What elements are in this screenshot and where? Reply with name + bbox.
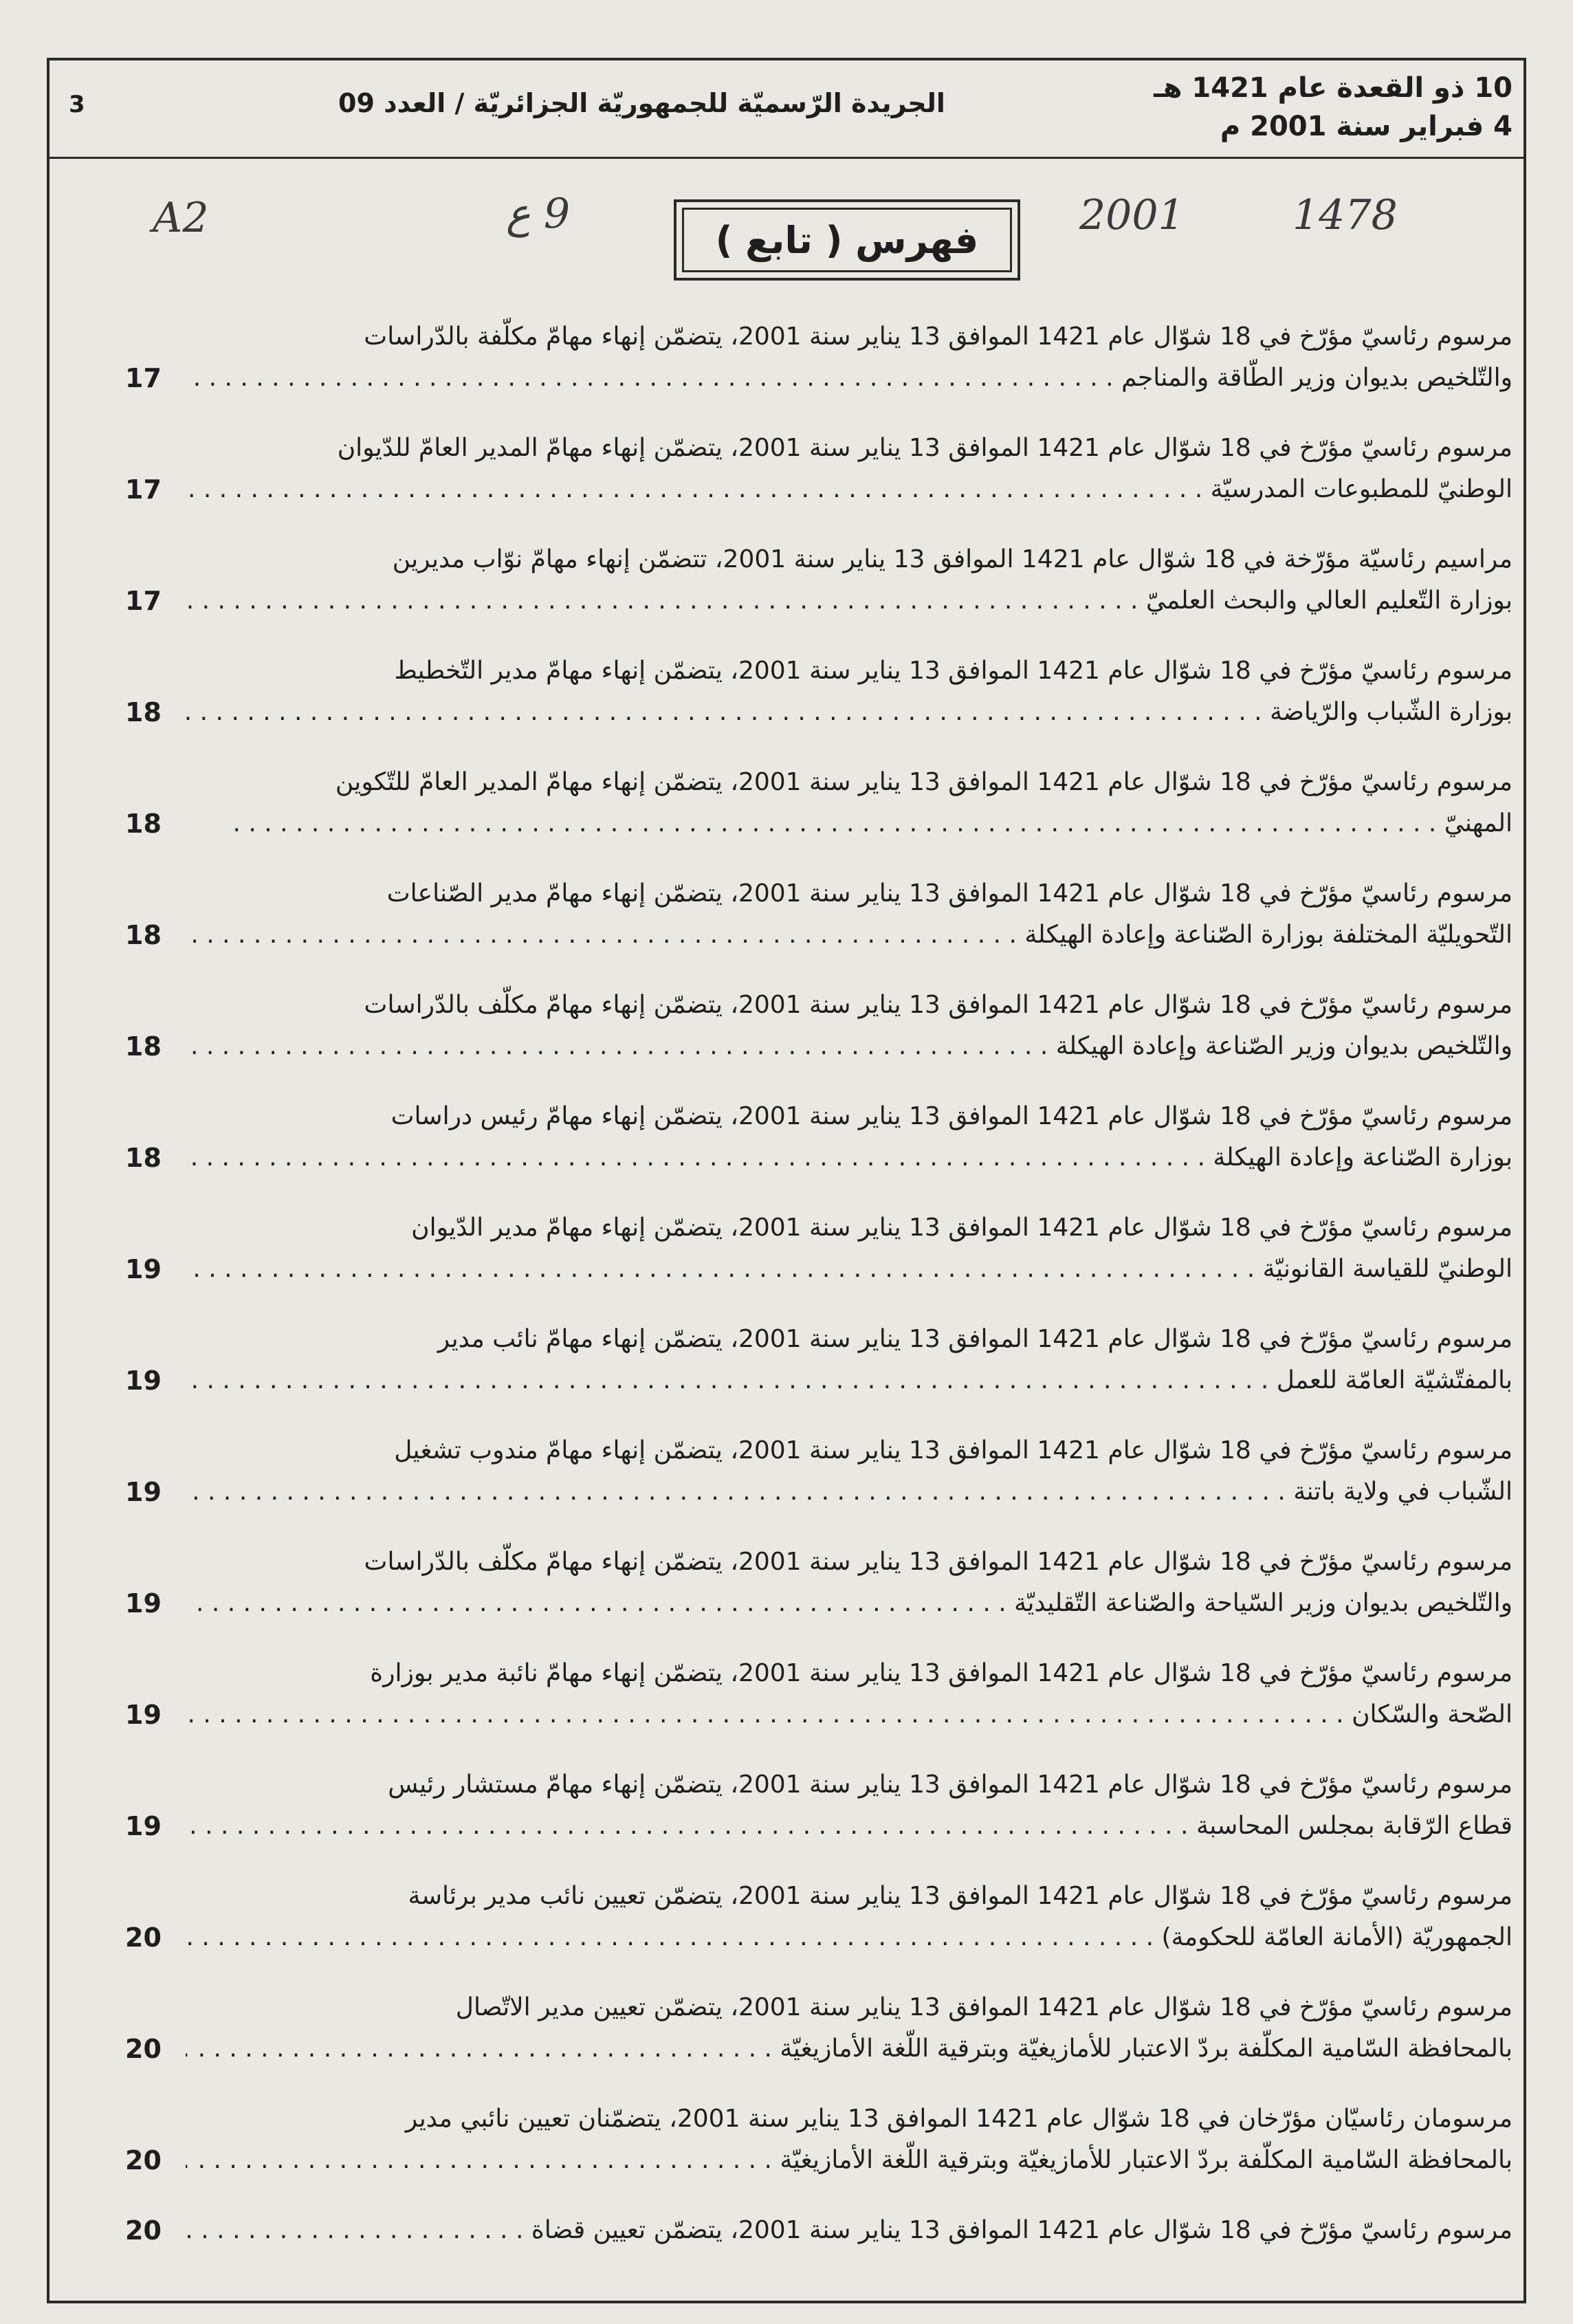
entry-text (186, 2098, 1512, 2181)
entry-page-number: 18 (125, 1143, 162, 1173)
entry-page-number: 20 (125, 2034, 162, 2064)
index-entry (110, 428, 1512, 539)
index-entry (110, 1319, 1512, 1430)
entry-text (186, 539, 1512, 622)
entry-text (186, 2210, 1512, 2251)
entry-line-1: مرسوم رئاسيّ مؤرّخ في 18 شوّال عام 1421 الموافق 13 يناير سنة 2001، يتضمّن إنهاء مهامّ المدير العامّ للدّيوان (337, 434, 1512, 462)
entry-line-1: مرسوم رئاسيّ مؤرّخ في 18 شوّال عام 1421 الموافق 13 يناير سنة 2001، يتضمّن إنهاء مهامّ رئيس دراسات (390, 1102, 1512, 1130)
entry-page-number: 18 (125, 809, 162, 839)
entry-line-1: مرسوم رئاسيّ مؤرّخ في 18 شوّال عام 1421 الموافق 13 يناير سنة 2001، يتضمّن تعيين مدير الاتّصال (455, 1993, 1512, 2021)
entry-line-2: الجمهوريّة (الأمانة العامّة للحكومة) . . . (186, 1917, 1512, 1958)
entry-line-1: مراسيم رئاسيّة مؤرّخة في 18 شوّال عام 1421 الموافق 13 يناير سنة 2001، تتضمّن إنهاء مهامّ نوّاب مديرين (392, 545, 1512, 573)
entry-line-1: مرسوم رئاسيّ مؤرّخ في 18 شوّال عام 1421 الموافق 13 يناير سنة 2001، يتضمّن إنهاء مهامّ مستشار رئيس (388, 1771, 1512, 1799)
entry-text (186, 1207, 1512, 1290)
entry-page-number: 19 (125, 1254, 162, 1284)
journal-title: الجريدة الرّسميّة للجمهوريّة الجزائريّة / العدد 09 (338, 88, 945, 118)
entry-page-number: 17 (125, 474, 162, 505)
index-entry (110, 762, 1512, 873)
entry-text (186, 1096, 1512, 1179)
index-entry (110, 1207, 1512, 1319)
index-entry (110, 873, 1512, 985)
entry-text (186, 1430, 1512, 1513)
entry-page-number: 17 (125, 363, 162, 393)
entry-line-2: التّحويليّة المختلفة بوزارة الصّناعة وإعادة الهيكلة . . . (186, 914, 1512, 956)
entry-page-number: 18 (125, 1031, 162, 1062)
entry-line-1: مرسوم رئاسيّ مؤرّخ في 18 شوّال عام 1421 الموافق 13 يناير سنة 2001، يتضمّن إنهاء مهامّ مكلّف بالدّراسات (364, 1548, 1512, 1576)
entry-page-number: 19 (125, 1811, 162, 1841)
index-entry (110, 1653, 1512, 1764)
entry-line-1: مرسوم رئاسيّ مؤرّخ في 18 شوّال عام 1421 الموافق 13 يناير سنة 2001، يتضمّن إنهاء مهامّ نائب مدير (437, 1325, 1512, 1353)
index-entry (110, 2098, 1512, 2210)
section-title-box (674, 199, 1020, 281)
index-entry (110, 1542, 1512, 1653)
entry-page-number: 18 (125, 697, 162, 727)
entry-line-1: مرسوم رئاسيّ مؤرّخ في 18 شوّال عام 1421 الموافق 13 يناير سنة 2001، يتضمّن إنهاء مهامّ نائبة مدير بوزارة (370, 1659, 1512, 1687)
entry-line-2: بالمحافظة السّامية المكلّفة بردّ الاعتبار للأمازيغيّة وبترقية اللّغة الأمازيغيّة . . . (186, 2140, 1512, 2181)
index-entry (110, 650, 1512, 762)
index-entry (110, 539, 1512, 650)
section-title: فهرس ( تابع ) (682, 208, 1012, 272)
entry-line-1: مرسوم رئاسيّ مؤرّخ في 18 شوّال عام 1421 الموافق 13 يناير سنة 2001، يتضمّن إنهاء مهامّ مكلّف بالدّراسات (364, 991, 1512, 1019)
index-entry (110, 1430, 1512, 1542)
handwritten-note-left: A2 (153, 194, 209, 242)
index-entry (110, 1096, 1512, 1207)
entry-line-2: الصّحة والسّكان . . . (186, 1694, 1512, 1735)
handwritten-note-year: 2001 (1079, 191, 1185, 239)
entry-page-number: 19 (125, 1366, 162, 1396)
entry-text (186, 873, 1512, 956)
date-hijri: 10 ذو القعدة عام 1421 هـ (1154, 72, 1512, 104)
entry-line-2: الوطنيّ للقياسة القانونيّة . . . (186, 1249, 1512, 1290)
page-header (50, 63, 1524, 154)
entry-line-2: الوطنيّ للمطبوعات المدرسيّة . . . (186, 469, 1512, 510)
page-number: 3 (69, 91, 85, 118)
entry-line-2: بالمفتّشيّة العامّة للعمل . . . (186, 1360, 1512, 1401)
entry-line-2: بوزارة الصّناعة وإعادة الهيكلة . . . (186, 1137, 1512, 1179)
entry-line-1: مرسوم رئاسيّ مؤرّخ في 18 شوّال عام 1421 الموافق 13 يناير سنة 2001، يتضمّن إنهاء مهامّ المدير العامّ للتّكوين (335, 768, 1512, 796)
entry-page-number: 19 (125, 1588, 162, 1619)
header-divider (50, 157, 1524, 159)
entry-line-2: المهنيّ . . . (186, 803, 1512, 844)
index-entry (110, 1876, 1512, 1987)
entry-text (186, 1653, 1512, 1735)
entry-line-1: مرسوم رئاسيّ مؤرّخ في 18 شوّال عام 1421 الموافق 13 يناير سنة 2001، يتضمّن إنهاء مهامّ مدير الصّناعات (386, 879, 1512, 908)
entry-line-2: والتّلخيص بديوان وزير الصّناعة وإعادة الهيكلة . . . (186, 1026, 1512, 1067)
date-gregorian: 4 فبراير سنة 2001 م (1220, 111, 1512, 142)
entry-page-number: 20 (125, 1922, 162, 1953)
entry-line-1: مرسوم رئاسيّ مؤرّخ في 18 شوّال عام 1421 الموافق 13 يناير سنة 2001، يتضمّن تعيين قضاة . . . (186, 2210, 1512, 2251)
index-entry (110, 985, 1512, 1096)
entry-page-number: 19 (125, 1477, 162, 1507)
entry-text (186, 1319, 1512, 1401)
entry-line-2: الشّباب في ولاية باتنة . . . (186, 1471, 1512, 1513)
entry-line-1: مرسوم رئاسيّ مؤرّخ في 18 شوّال عام 1421 الموافق 13 يناير سنة 2001، يتضمّن تعيين نائب مدير برئاسة (408, 1882, 1512, 1910)
entry-text (186, 650, 1512, 733)
entry-line-2: والتّلخيص بديوان وزير الطّاقة والمناجم . . . (186, 358, 1512, 399)
entry-line-1: مرسومان رئاسيّان مؤرّخان في 18 شوّال عام 1421 الموافق 13 يناير سنة 2001، يتضمّنان تعيين نائبي مدير (405, 2105, 1512, 2133)
entry-line-1: مرسوم رئاسيّ مؤرّخ في 18 شوّال عام 1421 الموافق 13 يناير سنة 2001، يتضمّن إنهاء مهامّ مدير الدّيوان (411, 1214, 1512, 1242)
entry-page-number: 20 (125, 2215, 162, 2246)
index-entry (110, 1764, 1512, 1876)
entry-line-2: بوزارة التّعليم العالي والبحث العلميّ . . . (186, 580, 1512, 622)
entry-text (186, 1876, 1512, 1958)
entry-line-2: والتّلخيص بديوان وزير السّياحة والصّناعة التّقليديّة . . . (186, 1583, 1512, 1624)
issue-date (1154, 69, 1512, 146)
index-entry (110, 1987, 1512, 2098)
entry-line-2: بالمحافظة السّامية المكلّفة بردّ الاعتبار للأمازيغيّة وبترقية اللّغة الأمازيغيّة . . . (186, 2028, 1512, 2070)
entry-page-number: 18 (125, 920, 162, 950)
entry-page-number: 20 (125, 2145, 162, 2175)
entry-text (186, 1764, 1512, 1847)
entry-text (186, 762, 1512, 844)
entry-text (186, 985, 1512, 1067)
index-entry (110, 316, 1512, 428)
entry-line-1: مرسوم رئاسيّ مؤرّخ في 18 شوّال عام 1421 الموافق 13 يناير سنة 2001، يتضمّن إنهاء مهامّ مكلّفة بالدّراسات (364, 322, 1512, 351)
handwritten-note-center: 9 ع (506, 190, 571, 238)
entry-line-1: مرسوم رئاسيّ مؤرّخ في 18 شوّال عام 1421 الموافق 13 يناير سنة 2001، يتضمّن إنهاء مهامّ مدير التّخطيط (394, 657, 1512, 685)
entry-page-number: 19 (125, 1700, 162, 1730)
entry-line-1: مرسوم رئاسيّ مؤرّخ في 18 شوّال عام 1421 الموافق 13 يناير سنة 2001، يتضمّن إنهاء مهامّ مندوب تشغيل (394, 1436, 1512, 1465)
entry-text (186, 1542, 1512, 1624)
entry-text (186, 428, 1512, 510)
entry-text (186, 316, 1512, 399)
entry-text (186, 1987, 1512, 2070)
handwritten-note-right: 1478 (1292, 191, 1398, 239)
index-list (110, 316, 1512, 2321)
entry-page-number: 17 (125, 586, 162, 616)
entry-line-2: بوزارة الشّباب والرّياضة . . . (186, 692, 1512, 733)
entry-line-2: قطاع الرّقابة بمجلس المحاسبة . . . (186, 1806, 1512, 1847)
index-entry (110, 2210, 1512, 2321)
